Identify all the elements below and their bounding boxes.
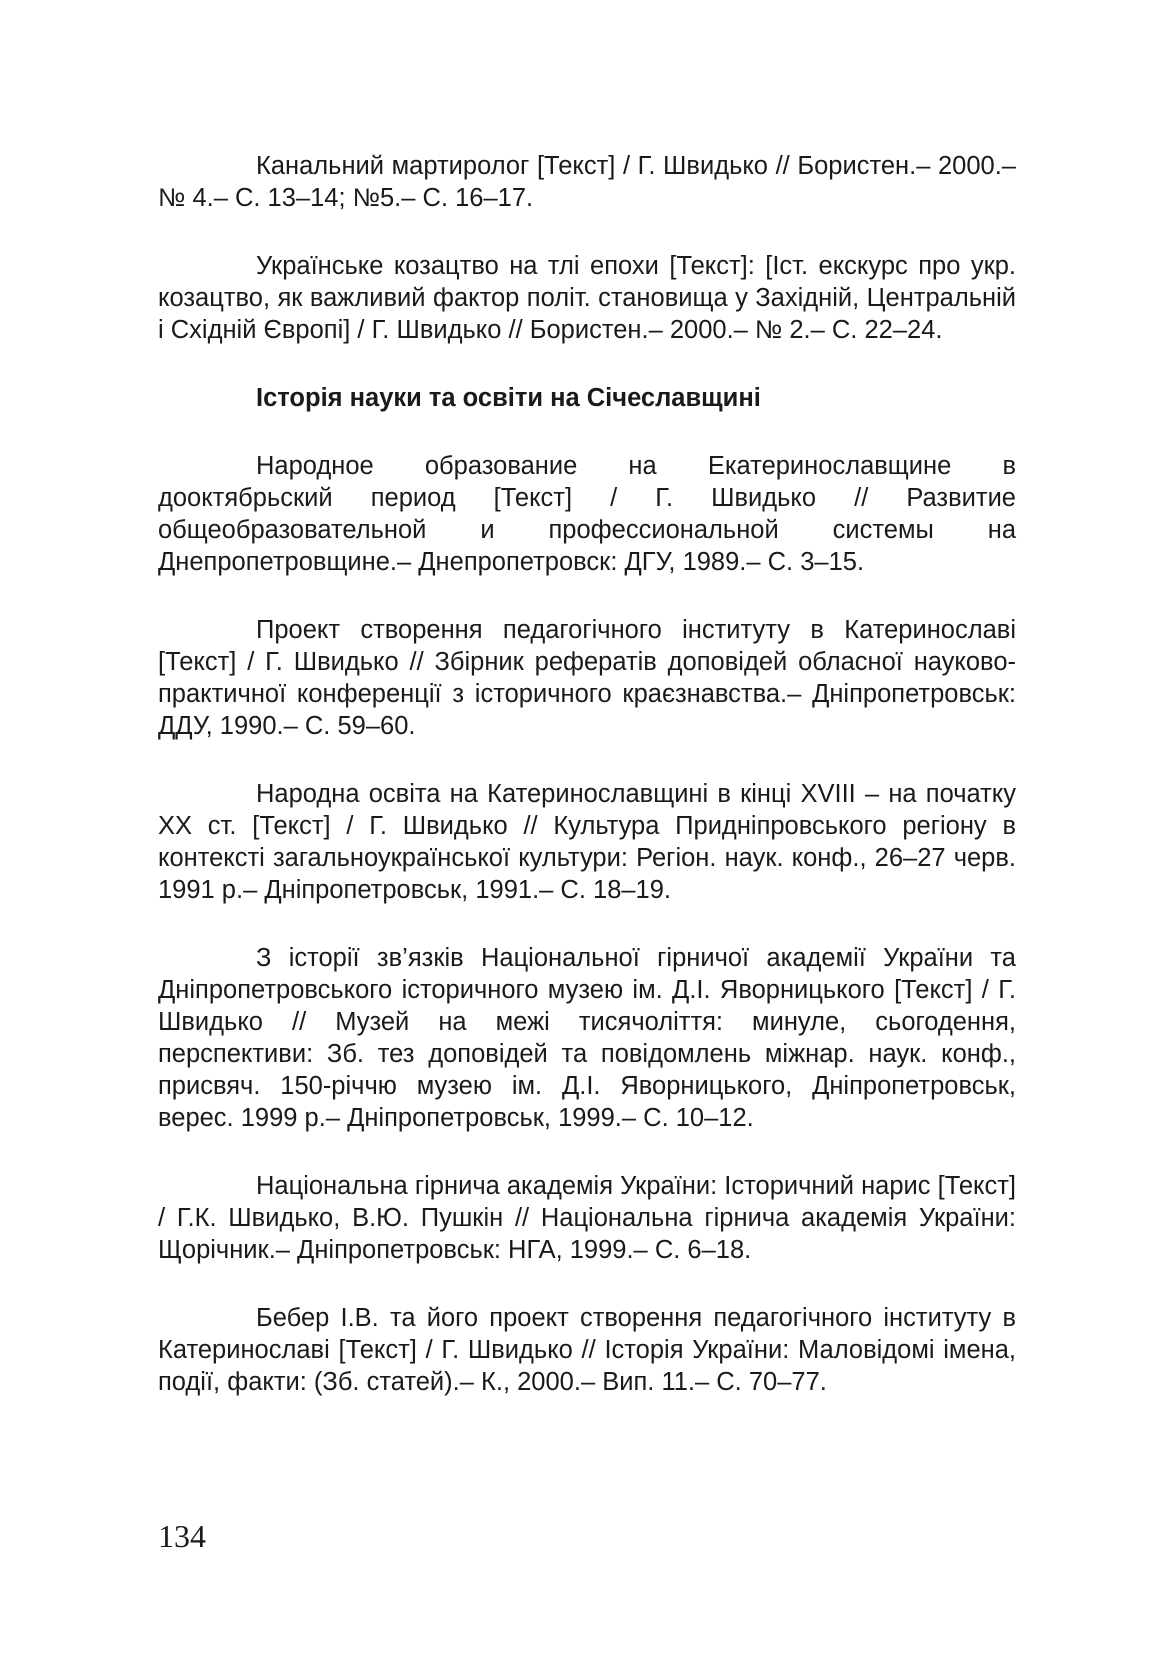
bibliography-entry: Бебер І.В. та його проект створення педагогічного інституту в Катеринославі [Текст] / Г. Швидько // Історія України: Маловідомі імена, події, факти: (Зб. статей).– К., 2000.– Вип. 11.– С. 70–77.: [158, 1304, 1016, 1396]
bibliography-entry: Канальний мартиролог [Текст] / Г. Швидько // Бористен.– 2000.– № 4.– С. 13–14; №5.– С. 16–17.: [158, 152, 1016, 212]
section-heading: Історія науки та освіти на Січеславщині: [256, 384, 761, 412]
page-number: 134: [158, 1518, 206, 1554]
page-body: [158, 150, 1016, 1434]
bibliography-entry: З історії зв’язків Національної гірничої академії України та Дніпропетровського історичного музею ім. Д.І. Яворницького [Текст] / Г. Швидько // Музей на межі тисячоліття: минуле, сьогодення, перспективи: Зб. тез доповідей та повідомлень міжнар. наук. конф., присвяч. 150-річчю музею ім. Д.І. Яворницького, Дніпропетровськ, верес. 1999 р.– Дніпропетровськ, 1999.– С. 10–12.: [158, 944, 1016, 1132]
bibliography-entry: Національна гірнича академія України: Історичний нарис [Текст] / Г.К. Швидько, В.Ю. Пушкін // Національна гірнича академія України: Щорічник.– Дніпропетровськ: НГА, 1999.– С. 6–18.: [158, 1172, 1016, 1264]
bibliography-entry: Проект створення педагогічного інституту в Катеринославі [Текст] / Г. Швидько // Збірник рефератів доповідей обласної науково-практичної конференції з історичного краєзнавства.– Дніпропетровськ: ДДУ, 1990.– С. 59–60.: [158, 616, 1016, 740]
bibliography-entry: Народна освіта на Катеринославщині в кінці XVIII – на початку XX ст. [Текст] / Г. Швидько // Культура Придніпровського регіону в контексті загальноукраїнської культури: Регіон. наук. конф., 26–27 черв. 1991 р.– Дніпропетровськ, 1991.– С. 18–19.: [158, 780, 1016, 904]
bibliography-entry: Українське козацтво на тлі епохи [Текст]: [Іст. екскурс про укр. козацтво, як важливий фактор політ. становища у Західній, Центральній і Східній Європі] / Г. Швидько // Бористен.– 2000.– № 2.– С. 22–24.: [158, 252, 1016, 344]
bibliography-entry: Народное образование на Екатеринославщине в дооктябрьский период [Текст] / Г. Швидько // Развитие общеобразовательной и профессиональной системы на Днепропетровщине.– Днепропетровск: ДГУ, 1989.– С. 3–15.: [158, 452, 1016, 576]
